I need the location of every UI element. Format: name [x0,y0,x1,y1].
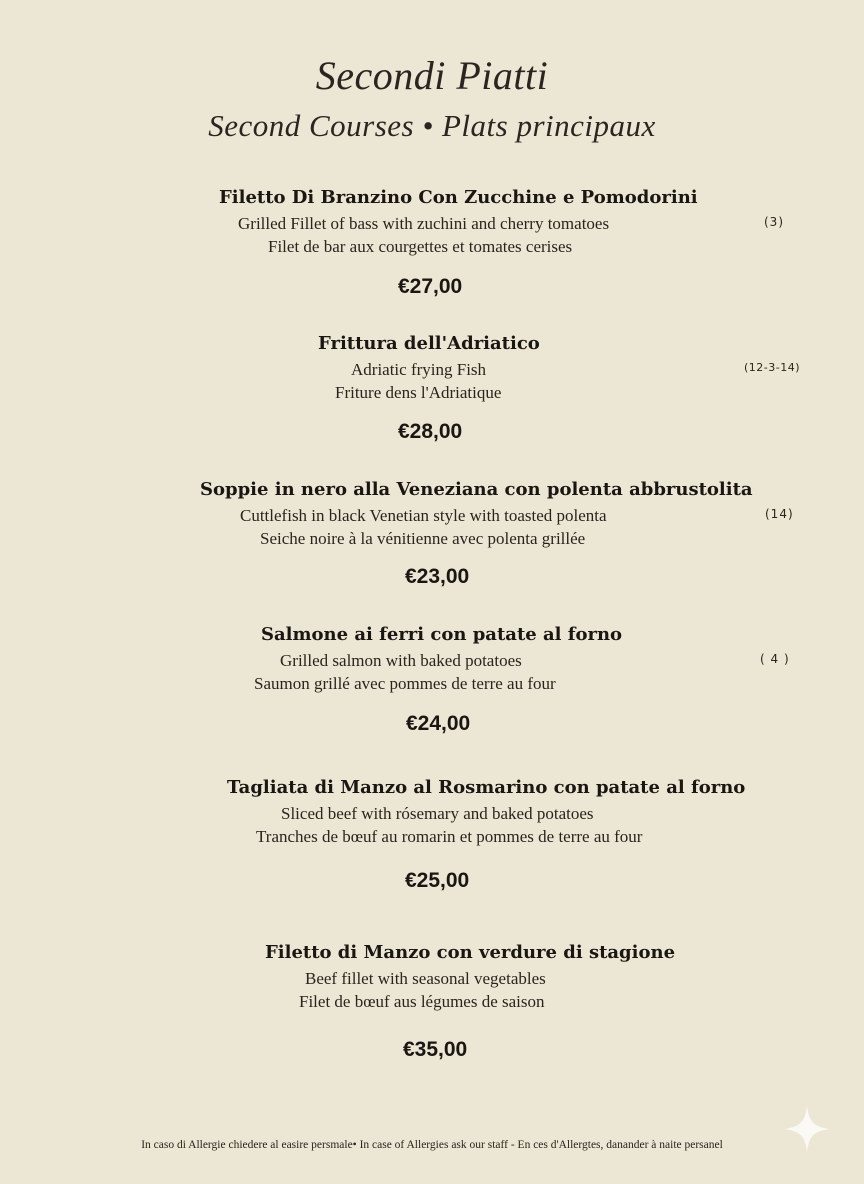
dish-name: Soppie in nero alla Veneziana con polenta abbrustolita [200,479,753,500]
dish-description-french: Seiche noire à la vénitienne avec polenta grillée [260,529,586,548]
dish-description-english: Adriatic frying Fish [351,360,487,379]
dish-price: €28,00 [398,420,463,443]
allergen-codes: (12-3-14) [744,361,801,374]
dish-price: €27,00 [398,275,463,298]
sparkle-icon [782,1104,832,1154]
dish-description-english: Grilled salmon with baked potatoes [280,651,522,670]
dish-price: €23,00 [405,565,470,588]
allergy-notice: In caso di Allergie chiedere al easire persmale• In case of Allergies ask our staff - En ces d'Allergtes, danander à naite persanel [141,1139,723,1151]
page-title: Secondi Piatti [315,53,549,98]
dish-description-french: Friture dens l'Adriatique [335,383,502,402]
dish-description-english: Grilled Fillet of bass with zuchini and cherry tomatoes [238,214,610,233]
dish-description-english: Sliced beef with rósemary and baked potatoes [281,804,594,823]
allergen-codes: (14) [765,507,794,521]
dish-name: Salmone ai ferri con patate al forno [261,624,623,645]
dish-name: Tagliata di Manzo al Rosmarino con patate al forno [227,777,746,798]
page-subtitle: Second Courses • Plats principaux [208,108,656,143]
dish-price: €25,00 [405,869,470,892]
dish-price: €35,00 [403,1038,468,1061]
allergen-codes: ( 4 ) [760,652,790,666]
dish-name: Filetto Di Branzino Con Zucchine e Pomodorini [219,187,698,208]
dish-description-french: Filet de bœuf aus légumes de saison [299,992,545,1011]
dish-name: Frittura dell'Adriatico [318,333,540,354]
dish-price: €24,00 [406,712,471,735]
dish-description-english: Cuttlefish in black Venetian style with toasted polenta [240,506,607,525]
allergen-codes: (3) [764,215,784,229]
dish-name: Filetto di Manzo con verdure di stagione [265,942,676,963]
dish-description-english: Beef fillet with seasonal vegetables [305,969,546,988]
dish-description-french: Filet de bar aux courgettes et tomates cerises [268,237,573,256]
dish-description-french: Tranches de bœuf au romarin et pommes de terre au four [256,827,643,846]
dish-description-french: Saumon grillé avec pommes de terre au four [254,674,556,693]
